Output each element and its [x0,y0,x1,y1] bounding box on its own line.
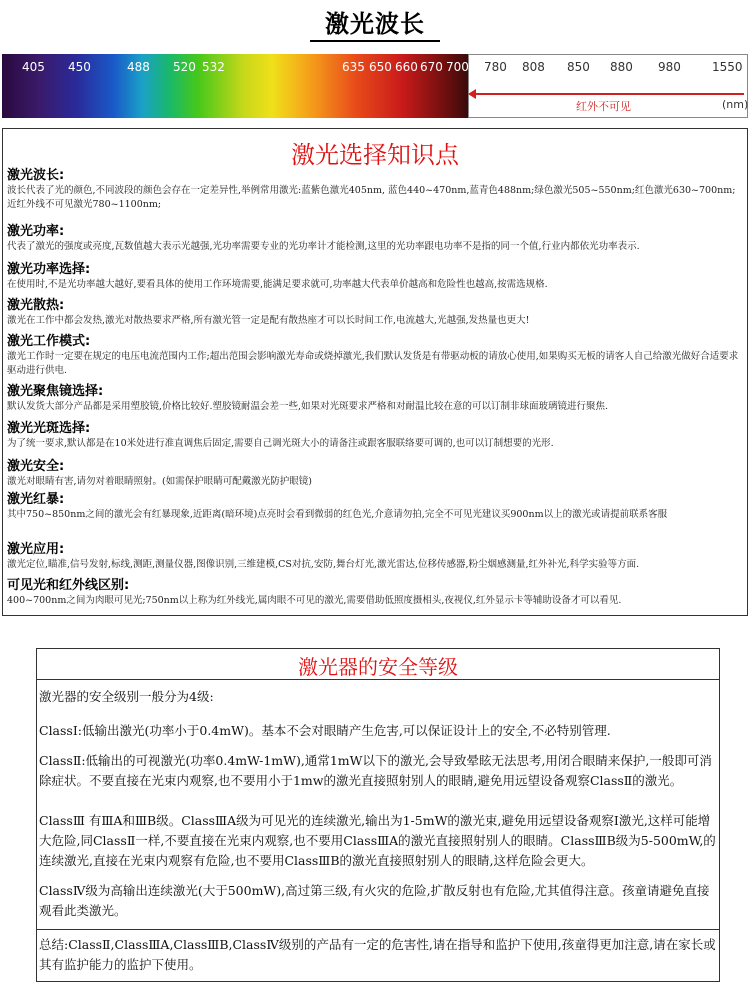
safety-title-box [37,649,719,680]
section-body: 在使用时,不是光功率越大越好,要看具体的使用工作环境需要,能满足要求就可,功率越大代表单价越高和危险性也越高,按需选规格. [7,279,548,290]
tick-label: 1550 [712,60,743,74]
class-3-text: ClassⅢ 有ⅢA和ⅢB级。ClassⅢA级为可见光的连续激光,输出为1-5mW的激光束,避免用远望设备观察Ⅰ激光,这样可能增大危险,同ClassⅡ一样,不要直接在光束内观察,也不要用ClassⅢA的激光直接照射别人的眼睛。ClassⅢB级为5-500mW,的连续激光,直接在光束内观察有危险,也不要用ClassⅢB的激光直接照射别人的眼睛,这样危险会更大。 [39,813,716,868]
class-2-text: ClassⅡ:低输出的可视激光(功率0.4mW-1mW),通常1mW以下的激光,会导致晕眩无法思考,用闭合眼睛来保护,一般即可消除症状。不要直接在光束内观察,也不要用小于1mw的激光直接照射别人的眼睛,避免用远望设备观察ClassⅡ的激光。 [39,753,712,788]
tick-label: 635 [342,60,365,74]
infrared-range-arrow [472,93,744,95]
section-heading: 激光安全: [7,459,65,474]
section-application [7,541,743,572]
section-body: 激光定位,瞄准,信号发射,标线,测距,测量仪器,图像识别,三维建模,CS对抗,安防,舞台灯光,激光雷达,位移传感器,粉尘烟感测量,红外补光,科学实验等方面. [7,559,640,570]
section-body: 激光对眼睛有害,请勿对着眼睛照射。(如需保护眼睛可配戴激光防护眼镜) [7,476,312,487]
section-heading: 激光波长: [7,168,65,183]
section-body: 代表了激光的强度或亮度,瓦数值越大表示光越强,光功率需要专业的光功率计才能检测,这里的光功率跟电功率不是指的同一个值,行业内都依光功率表示. [7,241,640,252]
section-body: 其中750~850nm之间的激光会有红暴现象,近距离(暗环境)点亮时会看到微弱的红色光,介意请勿拍,完全不可见光建议买900nm以上的激光或请提前联系客服 [7,509,668,520]
infrared-label: 红外不可见 [576,100,631,113]
section-wavelength [7,167,743,212]
knowledge-title: 激光选择知识点 [291,141,459,169]
tick-label: 532 [202,60,225,74]
section-heading: 激光功率选择: [7,262,91,277]
section-heading: 激光红暴: [7,492,65,507]
tick-label: 780 [484,60,507,74]
section-heading: 激光散热: [7,298,65,313]
tick-label: 808 [522,60,545,74]
section-body: 400~700nm之间为肉眼可见光;750nm以上称为红外线光,属肉眼不可见的激光,需要借助低照度摄相头,夜视仪,红外显示卡等辅助设备才可以看见. [7,595,622,606]
tick-label: 670 [420,60,443,74]
tick-label: 488 [127,60,150,74]
tick-label: 700 [446,60,469,74]
section-heading: 可见光和红外线区别: [7,578,130,593]
safety-divider [37,929,719,930]
title-row [0,0,750,50]
knowledge-panel [2,128,748,616]
section-mode [7,333,743,378]
section-visible-vs-ir [7,577,743,608]
safety-level-panel [36,648,720,982]
tick-label: 880 [610,60,633,74]
section-safety [7,458,743,489]
section-heat [7,297,743,328]
tick-label: 405 [22,60,45,74]
tick-label: 450 [68,60,91,74]
section-spot [7,420,743,451]
page-title: 激光波长 [325,10,425,38]
title-underline [310,40,440,42]
safety-summary: 总结:ClassⅡ,ClassⅢA,ClassⅢB,ClassⅣ级别的产品有一定的危害性,请在指导和监护下使用,孩童得更加注意,请在家长或其有监护能力的监护下使用。 [39,937,716,972]
wavelength-spectrum [2,54,748,118]
tick-label: 650 [369,60,392,74]
section-body: 波长代表了光的颜色,不同波段的颜色会存在一定差异性,举例常用激光:蓝紫色激光405nm, 蓝色440~470nm,蓝青色488nm;绿色激光505~550nm;红色激光630~700nm;近红外线不可见激光780~1100nm; [7,185,736,210]
section-body: 激光在工作中都会发热,激光对散热要求严格,所有激光管一定是配有散热座才可以长时间工作,电流越大,光越强,发热量也更大! [7,315,530,326]
tick-label: 850 [567,60,590,74]
section-heading: 激光工作模式: [7,334,91,349]
class-4-text: ClassⅣ级为高输出连续激光(大于500mW),高过第三级,有火灾的危险,扩散反射也有危险,尤其值得注意。孩童请避免直接观看此类激光。 [39,883,710,918]
section-heading: 激光功率: [7,224,65,239]
section-power-choice [7,261,743,292]
section-red-burst [7,491,743,522]
class-1-text: ClassⅠ:低输出激光(功率小于0.4mW)。基本不会对眼睛产生危害,可以保证设计上的安全,不必特别管理. [39,723,611,738]
tick-label: 980 [658,60,681,74]
section-body: 默认发货大部分产品都是采用塑胶镜,价格比较好.塑胶镜耐温会差一些,如果对光斑要求严格和对耐温比较在意的可以订制非球面玻璃镜进行聚焦. [7,401,609,412]
unit-label: (nm) [722,98,749,111]
tick-label: 520 [173,60,196,74]
safety-title: 激光器的安全等级 [298,655,458,679]
safety-intro: 激光器的安全级别一般分为4级: [39,689,214,704]
section-lens [7,383,743,414]
section-heading: 激光光斑选择: [7,421,91,436]
section-heading: 激光聚焦镜选择: [7,384,104,399]
section-body: 为了统一要求,默认都是在10米处进行准直调焦后固定,需要自己调光斑大小的请备注或跟客服联络要可调的,也可以订制想要的光形. [7,438,554,449]
section-power [7,223,743,254]
tick-label: 660 [395,60,418,74]
section-body: 激光工作时一定要在规定的电压电流范围内工作;超出范围会影响激光寿命或烧掉激光,我们默认发货是有带驱动板的请放心使用,如果购买无板的请客人自己给激光做好合适要求驱动进行供电. [7,351,739,376]
section-heading: 激光应用: [7,542,65,557]
